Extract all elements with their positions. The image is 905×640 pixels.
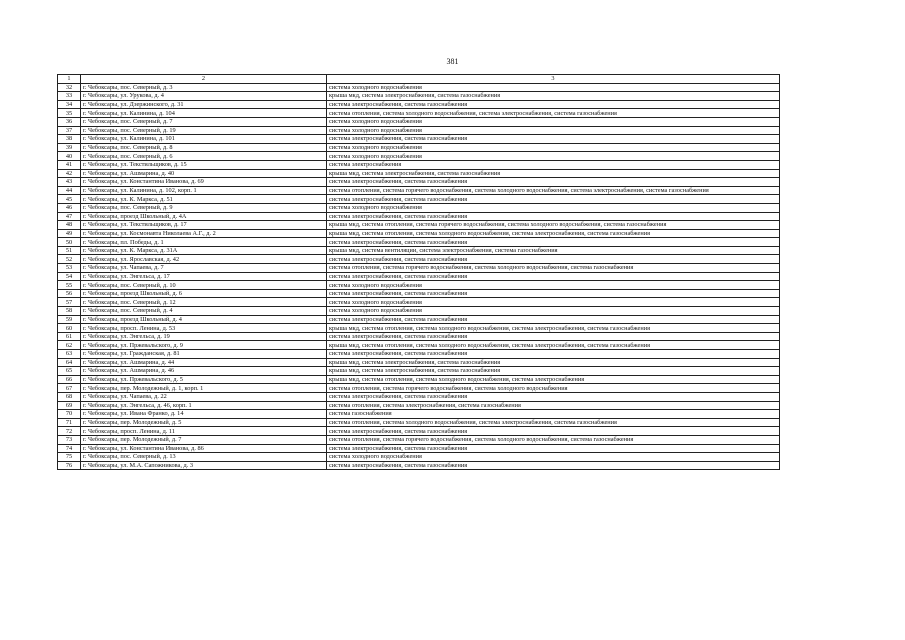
row-address-cell: г. Чебоксары, пос. Северный, д. 12 [81,298,327,307]
row-address-cell: г. Чебоксары, пл. Победы, д. 1 [81,238,327,247]
row-works-cell: система холодного водоснабжения [327,152,780,161]
row-number-cell: 45 [58,195,81,204]
table-row [58,117,780,126]
row-address-cell: г. Чебоксары, ул. Чапаева, д. 7 [81,264,327,273]
row-works-cell: система газоснабжения [327,410,780,419]
row-number-cell: 67 [58,384,81,393]
row-works-cell: система отопления, система электроснабжения, система газоснабжения [327,401,780,410]
table-row [58,186,780,195]
row-works-cell: система холодного водоснабжения [327,126,780,135]
row-number-cell: 39 [58,143,81,152]
row-number-cell: 35 [58,109,81,118]
row-works-cell: система отопления, система холодного водоснабжения, система электроснабжения, система газоснабжения [327,109,780,118]
row-number-cell: 44 [58,186,81,195]
row-number-cell: 65 [58,367,81,376]
page-number: 381 [446,57,459,66]
row-address-cell: г. Чебоксары, ул. Константина Иванова, д. 69 [81,178,327,187]
table-row [58,384,780,393]
row-number-cell: 34 [58,100,81,109]
row-works-cell: система электроснабжения [327,160,780,169]
row-works-cell: система электроснабжения, система газоснабжения [327,350,780,359]
table-body [58,75,780,470]
row-number-cell: 59 [58,315,81,324]
table-row [58,160,780,169]
row-number-cell: 76 [58,461,81,470]
row-address-cell: г. Чебоксары, ул. Энгельса, д. 17 [81,272,327,281]
row-number-cell: 63 [58,350,81,359]
row-number-cell: 33 [58,92,81,101]
row-number-cell: 66 [58,375,81,384]
row-number-cell: 49 [58,229,81,238]
row-number-cell: 53 [58,264,81,273]
row-works-cell: система электроснабжения, система газоснабжения [327,315,780,324]
row-works-cell: система электроснабжения, система газоснабжения [327,272,780,281]
row-address-cell: г. Чебоксары, ул. Энгельса, д. 46, корп. 1 [81,401,327,410]
row-address-cell: г. Чебоксары, пос. Северный, д. 10 [81,281,327,290]
table-row [58,246,780,255]
row-address-cell: г. Чебоксары, ул. Ярославская, д. 42 [81,255,327,264]
table-row [58,324,780,333]
row-works-cell: крыша мкд, система отопления, система холодного водоснабжения, система электроснабжения, система газоснабжения [327,341,780,350]
row-number-cell: 42 [58,169,81,178]
header-cell-address: 2 [81,75,327,84]
table-row [58,212,780,221]
row-number-cell: 56 [58,289,81,298]
row-number-cell: 54 [58,272,81,281]
table-row [58,169,780,178]
row-works-cell: система электроснабжения, система газоснабжения [327,427,780,436]
row-works-cell: система отопления, система горячего водоснабжения, система холодного водоснабжения, система газоснабжения [327,435,780,444]
table-row [58,229,780,238]
row-address-cell: г. Чебоксары, ул. Текстильщиков, д. 17 [81,221,327,230]
row-address-cell: г. Чебоксары, ул. Пржевальского, д. 5 [81,375,327,384]
row-works-cell: крыша мкд, система электроснабжения, система газоснабжения [327,367,780,376]
row-number-cell: 36 [58,117,81,126]
row-address-cell: г. Чебоксары, пер. Молодежный, д. 5 [81,418,327,427]
header-cell-works: 3 [327,75,780,84]
row-address-cell: г. Чебоксары, просп. Ленина, д. 53 [81,324,327,333]
row-address-cell: г. Чебоксары, пер. Молодежный, д. 7 [81,435,327,444]
table-row [58,100,780,109]
row-number-cell: 38 [58,135,81,144]
row-number-cell: 73 [58,435,81,444]
table-row [58,109,780,118]
row-works-cell: крыша мкд, система отопления, система холодного водоснабжения, система электроснабжения, система газоснабжения [327,229,780,238]
row-address-cell: г. Чебоксары, ул. Энгельса, д. 19 [81,332,327,341]
header-cell-number: 1 [58,75,81,84]
row-address-cell: г. Чебоксары, ул. Ашмарина, д. 40 [81,169,327,178]
row-works-cell: система отопления, система горячего водоснабжения, система холодного водоснабжения, система электроснабжения, система газоснабжения [327,186,780,195]
row-number-cell: 48 [58,221,81,230]
table-row [58,453,780,462]
table-row [58,272,780,281]
row-address-cell: г. Чебоксары, ул. Гражданская, д. 81 [81,350,327,359]
table-row [58,298,780,307]
table-row [58,401,780,410]
row-works-cell: система холодного водоснабжения [327,307,780,316]
table-row [58,427,780,436]
row-number-cell: 50 [58,238,81,247]
table-row [58,178,780,187]
row-works-cell: система электроснабжения, система газоснабжения [327,212,780,221]
row-address-cell: г. Чебоксары, ул. К. Маркса, д. 31А [81,246,327,255]
table-row [58,418,780,427]
table-row [58,135,780,144]
row-number-cell: 64 [58,358,81,367]
table-row [58,307,780,316]
table-row [58,444,780,453]
table-row [58,83,780,92]
row-works-cell: система электроснабжения, система газоснабжения [327,332,780,341]
row-address-cell: г. Чебоксары, пос. Северный, д. 4 [81,307,327,316]
row-works-cell: система электроснабжения, система газоснабжения [327,392,780,401]
row-address-cell: г. Чебоксары, ул. Калинина, д. 102, корп. 1 [81,186,327,195]
table-row [58,255,780,264]
row-works-cell: система электроснабжения, система газоснабжения [327,195,780,204]
row-number-cell: 74 [58,444,81,453]
row-address-cell: г. Чебоксары, ул. Константина Иванова, д. 86 [81,444,327,453]
row-address-cell: г. Чебоксары, проезд Школьный, д. 6 [81,289,327,298]
row-number-cell: 41 [58,160,81,169]
row-works-cell: крыша мкд, система электроснабжения, система газоснабжения [327,169,780,178]
row-address-cell: г. Чебоксары, пос. Северный, д. 9 [81,203,327,212]
row-number-cell: 69 [58,401,81,410]
table-row [58,461,780,470]
table-header-row [58,75,780,84]
table-row [58,350,780,359]
row-number-cell: 52 [58,255,81,264]
row-works-cell: крыша мкд, система отопления, система горячего водоснабжения, система холодного водоснабжения, система газоснабжения [327,221,780,230]
row-number-cell: 72 [58,427,81,436]
row-works-cell: система электроснабжения, система газоснабжения [327,255,780,264]
row-number-cell: 71 [58,418,81,427]
table-row [58,195,780,204]
table-row [58,289,780,298]
address-works-table [57,74,780,470]
row-address-cell: г. Чебоксары, ул. К. Маркса, д. 51 [81,195,327,204]
table-row [58,435,780,444]
row-address-cell: г. Чебоксары, ул. Калинина, д. 104 [81,109,327,118]
row-number-cell: 57 [58,298,81,307]
row-works-cell: крыша мкд, система электроснабжения, система газоснабжения [327,92,780,101]
table-row [58,332,780,341]
row-number-cell: 46 [58,203,81,212]
table-row [58,315,780,324]
table-row [58,358,780,367]
row-number-cell: 47 [58,212,81,221]
row-works-cell: крыша мкд, система отопления, система холодного водоснабжения, система электроснабжения [327,375,780,384]
row-address-cell: г. Чебоксары, ул. Ашмарина, д. 44 [81,358,327,367]
row-works-cell: система электроснабжения, система газоснабжения [327,178,780,187]
table-row [58,367,780,376]
row-address-cell: г. Чебоксары, ул. Ивана Франко, д. 14 [81,410,327,419]
row-works-cell: система электроснабжения, система газоснабжения [327,461,780,470]
row-works-cell: система холодного водоснабжения [327,83,780,92]
row-number-cell: 51 [58,246,81,255]
table-row [58,92,780,101]
row-works-cell: система холодного водоснабжения [327,143,780,152]
row-works-cell: система холодного водоснабжения [327,298,780,307]
table-row [58,221,780,230]
row-address-cell: г. Чебоксары, ул. Ашмарина, д. 46 [81,367,327,376]
table-row [58,392,780,401]
row-works-cell: система электроснабжения, система газоснабжения [327,444,780,453]
row-works-cell: система холодного водоснабжения [327,203,780,212]
table-row [58,152,780,161]
row-address-cell: г. Чебоксары, проезд Школьный, д. 4 [81,315,327,324]
row-works-cell: крыша мкд, система отопления, система холодного водоснабжения, система электроснабжения, система газоснабжения [327,324,780,333]
row-address-cell: г. Чебоксары, проезд Школьный, д. 4А [81,212,327,221]
row-address-cell: г. Чебоксары, пос. Северный, д. 19 [81,126,327,135]
row-number-cell: 58 [58,307,81,316]
row-works-cell: система отопления, система горячего водоснабжения, система холодного водоснабжения, система газоснабжения [327,264,780,273]
row-works-cell: система электроснабжения, система газоснабжения [327,289,780,298]
row-number-cell: 40 [58,152,81,161]
row-address-cell: г. Чебоксары, пос. Северный, д. 6 [81,152,327,161]
row-works-cell: система холодного водоснабжения [327,453,780,462]
row-works-cell: система холодного водоснабжения [327,281,780,290]
row-address-cell: г. Чебоксары, ул. Космонавта Николаева А.Г., д. 2 [81,229,327,238]
row-address-cell: г. Чебоксары, пос. Северный, д. 7 [81,117,327,126]
row-number-cell: 55 [58,281,81,290]
row-address-cell: г. Чебоксары, ул. М.А. Сапожникова, д. 3 [81,461,327,470]
table-row [58,264,780,273]
row-number-cell: 61 [58,332,81,341]
row-number-cell: 62 [58,341,81,350]
table-row [58,281,780,290]
row-number-cell: 37 [58,126,81,135]
row-number-cell: 43 [58,178,81,187]
row-number-cell: 60 [58,324,81,333]
row-number-cell: 75 [58,453,81,462]
table-row [58,203,780,212]
row-address-cell: г. Чебоксары, просп. Ленина, д. 11 [81,427,327,436]
row-works-cell: система холодного водоснабжения [327,117,780,126]
table-row [58,143,780,152]
row-address-cell: г. Чебоксары, ул. Текстильщиков, д. 15 [81,160,327,169]
row-address-cell: г. Чебоксары, пер. Молодежный, д. 1, корп. 1 [81,384,327,393]
row-works-cell: система электроснабжения, система газоснабжения [327,238,780,247]
row-number-cell: 70 [58,410,81,419]
row-works-cell: система электроснабжения, система газоснабжения [327,100,780,109]
row-works-cell: система отопления, система горячего водоснабжения, система холодного водоснабжения [327,384,780,393]
table-row [58,410,780,419]
row-address-cell: г. Чебоксары, ул. Дзержинского, д. 31 [81,100,327,109]
row-address-cell: г. Чебоксары, пос. Северный, д. 13 [81,453,327,462]
row-address-cell: г. Чебоксары, пос. Северный, д. 8 [81,143,327,152]
row-address-cell: г. Чебоксары, пос. Северный, д. 3 [81,83,327,92]
row-number-cell: 32 [58,83,81,92]
table-row [58,126,780,135]
row-works-cell: крыша мкд, система вентиляции, система электроснабжения, система газоснабжения [327,246,780,255]
row-address-cell: г. Чебоксары, ул. Калинина, д. 101 [81,135,327,144]
row-works-cell: система отопления, система холодного водоснабжения, система электроснабжения, система газоснабжения [327,418,780,427]
row-address-cell: г. Чебоксары, ул. Чапаева, д. 22 [81,392,327,401]
table-row [58,238,780,247]
table-row [58,341,780,350]
row-works-cell: крыша мкд, система электроснабжения, система газоснабжения [327,358,780,367]
row-works-cell: система электроснабжения, система газоснабжения [327,135,780,144]
row-number-cell: 68 [58,392,81,401]
row-address-cell: г. Чебоксары, ул. Пржевальского, д. 9 [81,341,327,350]
table-row [58,375,780,384]
row-address-cell: г. Чебоксары, ул. Урукова, д. 4 [81,92,327,101]
